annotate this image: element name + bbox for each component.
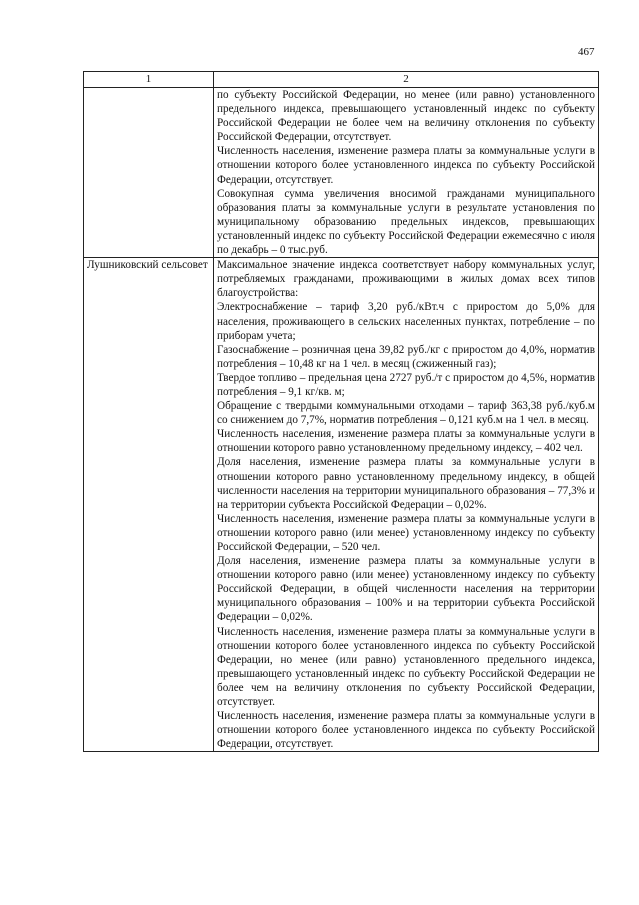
paragraph: по субъекту Российской Федерации, но менее (или равно) установленного предельного индекса, превышающего установленный индекс по субъекту Российской Федерации не более чем на величину отклонения по субъекту Российской Федерации, отсутствует. bbox=[217, 89, 595, 144]
paragraph: Доля населения, изменение размера платы за коммунальные услуги в отношении которого равно (или менее) установленному индексу по субъекту Российской Федерации, в общей численности населения на территории муниципального образования – 100% и на территории субъекта Российской Федерации – 0,02%. bbox=[217, 555, 595, 624]
paragraph: Доля населения, изменение размера платы за коммунальные услуги в отношении которого равно установленному предельному индексу, в общей численности населения на территории муниципального образования – 77,3% и на территории субъекта Российской Федерации – 0,02%. bbox=[217, 456, 595, 511]
table-header-row bbox=[84, 72, 599, 88]
paragraph: Максимальное значение индекса соответствует набору коммунальных услуг, потребляемых гражданами, проживающими в жилых домах всех типов благоустройства: bbox=[217, 259, 595, 300]
municipality-cell bbox=[84, 88, 214, 258]
column-header-1: 1 bbox=[84, 72, 214, 88]
page-number: 467 bbox=[578, 46, 595, 58]
paragraph: Численность населения, изменение размера платы за коммунальные услуги в отношении которого равно (или менее) установленному индексу по субъекту Российской Федерации, – 520 чел. bbox=[217, 512, 595, 553]
description-cell bbox=[214, 258, 599, 752]
municipality-cell bbox=[84, 258, 214, 752]
paragraph: Численность населения, изменение размера платы за коммунальные услуги в отношении которого более установленного индекса по субъекту Российской Федерации, отсутствует. bbox=[217, 710, 595, 751]
paragraph: Обращение с твердыми коммунальными отходами – тариф 363,38 руб./куб.м со снижением до 7,7%, норматив потребления – 0,121 куб.м на 1 чел. в месяц. bbox=[217, 400, 595, 427]
paragraph: Численность населения, изменение размера платы за коммунальные услуги в отношении которого более установленного индекса по субъекту Российской Федерации, но менее (или равно) установленного предельного индекса, превышающего установленный индекс по субъекту Российской Федерации не более чем на величину отклонения по субъекту Российской Федерации, отсутствует. bbox=[217, 625, 595, 709]
paragraph: Совокупная сумма увеличения вносимой гражданами муниципального образования платы за коммунальные услуги в результате установления по муниципальному образованию предельных индексов, превышающих установленный индекс по субъекту Российской Федерации ежемесячно с июля по декабрь – 0 тыс.руб. bbox=[217, 187, 595, 257]
document-table bbox=[83, 71, 599, 752]
paragraph: Твердое топливо – предельная цена 2727 руб./т с приростом до 4,5%, норматив потребления – 9,1 кг/кв. м; bbox=[217, 371, 595, 398]
paragraph: Численность населения, изменение размера платы за коммунальные услуги в отношении которого равно установленному предельному индексу, – 402 чел. bbox=[217, 428, 595, 455]
municipality-name: Лушниковский сельсовет bbox=[87, 259, 208, 272]
paragraph: Газоснабжение – розничная цена 39,82 руб./кг с приростом до 4,0%, норматив потребления – 10,48 кг на 1 чел. в месяц (сжиженный газ); bbox=[217, 343, 595, 370]
description-cell bbox=[214, 88, 599, 258]
table-row bbox=[84, 258, 599, 752]
column-header-2: 2 bbox=[214, 72, 599, 88]
table-row bbox=[84, 88, 599, 258]
paragraph: Электроснабжение – тариф 3,20 руб./кВт.ч с приростом до 5,0% для населения, проживающего в сельских населенных пунктах, потребление – по приборам учета; bbox=[217, 301, 595, 342]
paragraph: Численность населения, изменение размера платы за коммунальные услуги в отношении которого более установленного индекса по субъекту Российской Федерации, отсутствует. bbox=[217, 145, 595, 186]
